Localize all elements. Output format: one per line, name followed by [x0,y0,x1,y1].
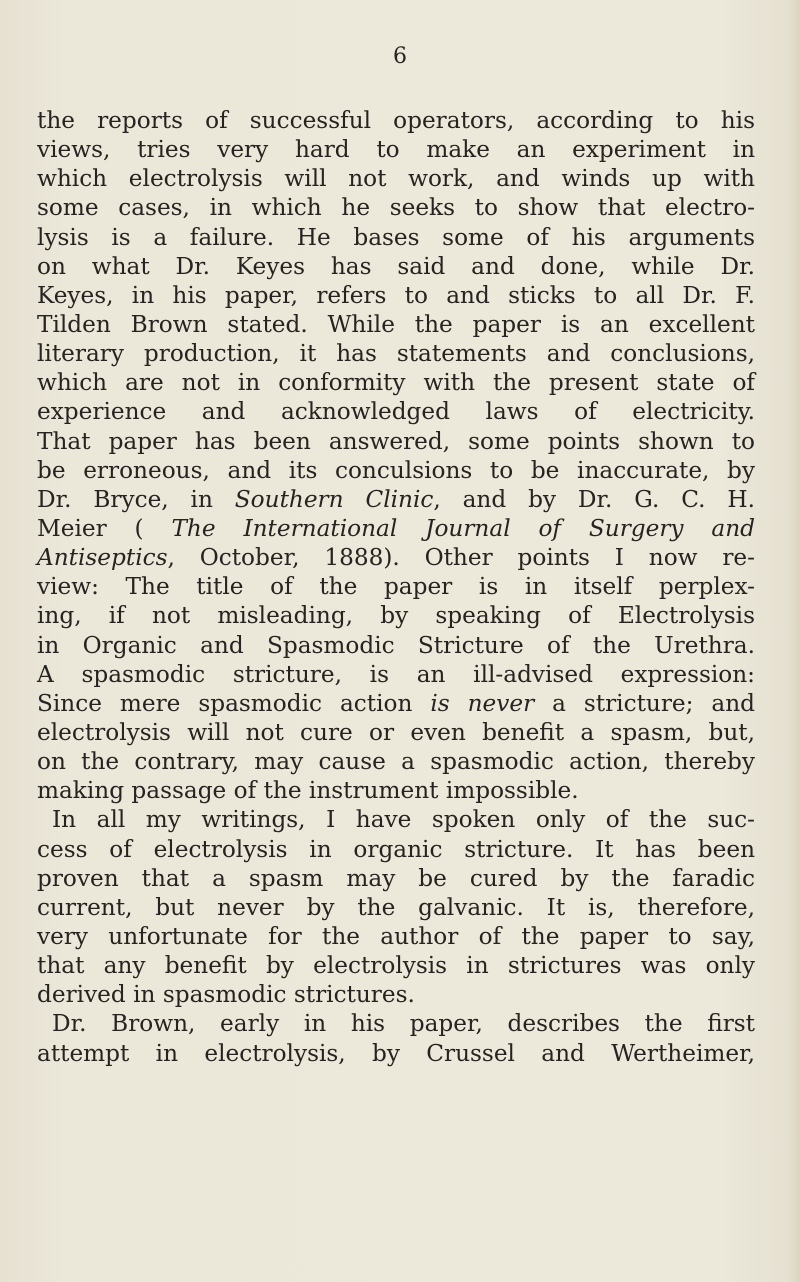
text-segment: a stricture; and [534,689,756,717]
text-segment: Dr. Bryce, in [37,485,235,513]
text-segment: A spasmodic stricture, is an ill-advised expression: [37,660,755,688]
text-segment: Meier ( [37,514,172,542]
text-line [37,339,755,368]
text-segment: , and by Dr. G. C. H. [433,485,755,513]
text-line [37,1009,755,1038]
text-segment: Since mere spasmodic action [37,689,431,717]
text-line [37,922,755,951]
text-segment: be erroneous, and its conculsions to be inaccurate, by [37,456,755,484]
text-segment: making passage of the instrument impossible. [37,777,579,805]
text-line [37,951,755,980]
text-segment: on what Dr. Keyes has said and done, while Dr. [37,252,755,280]
text-line [37,660,755,689]
text-line [37,164,755,193]
text-line [37,106,755,135]
text-line [37,485,755,514]
text-line [37,310,755,339]
italic-text-segment: is never [430,689,535,717]
text-segment: , October, 1888). Other points I now re- [167,544,755,572]
text-segment: very unfortunate for the author of the paper to say, [37,922,755,950]
page-number: 6 [393,44,407,69]
text-segment: proven that a spasm may be cured by the faradic [37,864,755,892]
text-line [37,893,755,922]
text-line [37,427,755,456]
text-segment: which electrolysis will not work, and winds up with [37,165,755,193]
italic-text-segment: Southern Clinic [234,485,434,513]
text-line [37,864,755,893]
body-text [37,106,755,1068]
text-segment: some cases, in which he seeks to show that electro- [37,194,755,222]
italic-text-segment: The International Journal of Surgery and [171,514,755,542]
text-line [37,514,755,543]
text-segment: attempt in electrolysis, by Crussel and Wertheimer, [37,1039,755,1067]
text-line [37,601,755,630]
text-line [37,805,755,834]
text-line [37,252,755,281]
text-line [37,543,755,572]
text-segment: Keyes, in his paper, refers to and sticks to all Dr. F. [37,281,755,309]
text-segment: In all my writings, I have spoken only of the suc- [52,806,755,834]
text-segment: in Organic and Spasmodic Stricture of the Urethra. [37,631,755,659]
text-line [37,980,755,1009]
text-line [37,689,755,718]
text-segment: view: The title of the paper is in itself perplex- [37,573,755,601]
text-segment: experience and acknowledged laws of electricity. [37,398,755,426]
text-line [37,835,755,864]
text-segment: which are not in conformity with the present state of [37,369,755,397]
text-segment: current, but never by the galvanic. It is, therefore, [37,893,755,921]
text-line [37,281,755,310]
text-line [37,572,755,601]
text-segment: literary production, it has statements and conclusions, [37,340,755,368]
page-edge-shadow [788,0,800,1282]
text-line [37,776,755,805]
text-segment: the reports of successful operators, according to his [37,107,755,134]
text-segment: cess of electrolysis in organic stricture. It has been [37,835,755,863]
text-line [37,631,755,660]
text-segment: That paper has been answered, some points shown to [37,427,755,455]
text-segment: lysis is a failure. He bases some of his arguments [37,223,755,251]
text-line [37,135,755,164]
text-line [37,1039,755,1068]
text-segment: electrolysis will not cure or even benefit a spasm, but, [37,718,755,746]
text-line [37,193,755,222]
text-line [37,747,755,776]
text-segment: Dr. Brown, early in his paper, describes the first [52,1010,755,1038]
text-segment: views, tries very hard to make an experiment in [37,136,755,164]
text-line [37,718,755,747]
text-segment: derived in spasmodic strictures. [37,981,415,1009]
text-segment: Tilden Brown stated. While the paper is an excellent [37,310,755,338]
italic-text-segment: Antiseptics [37,544,168,572]
text-line [37,456,755,485]
text-line [37,223,755,252]
text-line [37,368,755,397]
text-segment: that any benefit by electrolysis in strictures was only [37,952,755,980]
text-line [37,397,755,426]
text-segment: on the contrary, may cause a spasmodic action, thereby [37,748,755,776]
text-segment: ing, if not misleading, by speaking of Electrolysis [37,602,755,630]
